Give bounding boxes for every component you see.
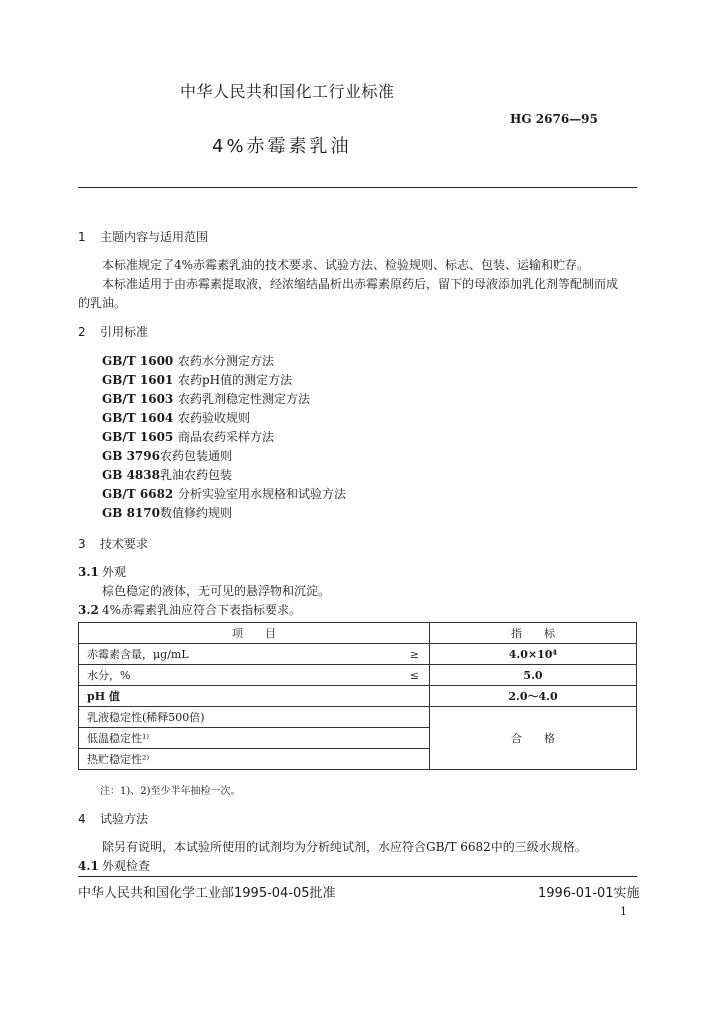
section-title: 技术要求 (100, 537, 149, 551)
header-rule (78, 187, 637, 188)
reference-item: GB/T 1605 商品农药采样方法 (102, 430, 275, 444)
appearance-text: 棕色稳定的液体，无可见的悬浮物和沉淀。 (102, 584, 331, 598)
effective-date: 1996-01-01实施 (538, 886, 640, 901)
reference-item: GB/T 1604 农药验收规则 (102, 411, 251, 425)
table-row: 热贮稳定性²⁾ (79, 749, 637, 770)
footer-rule (78, 876, 637, 877)
standard-code: HG 2676—95 (510, 112, 598, 126)
reference-item: GB 4838乳油农药包装 (102, 468, 233, 482)
reference-item: GB/T 1601 农药pH值的测定方法 (102, 373, 293, 387)
subsection-3-2-heading: 3.2 4%赤霉素乳油应符合下表指标要求。 (78, 603, 302, 617)
reference-item: GB 3796农药包装通则 (102, 449, 233, 463)
subsection-4-1-heading: 4.1 外观检查 (78, 859, 151, 873)
section-1-paragraph-1: 本标准规定了4%赤霉素乳油的技术要求、试验方法、检验规则、标志、包装、运输和贮存。 (102, 258, 590, 272)
section-number: 3 (78, 537, 86, 551)
reference-item: GB/T 1603 农药乳剂稳定性测定方法 (102, 392, 311, 406)
section-4-heading (78, 810, 148, 827)
section-number: 2 (78, 325, 86, 339)
approval-date: 中华人民共和国化学工业部1995-04-05批准 (78, 886, 336, 901)
table-note: 注：1)、2)至少半年抽检一次。 (100, 786, 241, 797)
section-1-paragraph-2-cont: 的乳油。 (78, 296, 127, 310)
section-1-paragraph-2: 本标准适用于由赤霉素提取液，经浓缩结晶析出赤霉素原药后，留下的母液添加乳化剂等配制而成 (102, 277, 619, 291)
table-header-row (79, 623, 637, 644)
reference-item: GB 8170数值修约规则 (102, 506, 233, 520)
section-title: 引用标准 (100, 325, 149, 339)
section-3-heading (78, 535, 148, 552)
table-row: 低温稳定性¹⁾ (79, 728, 637, 749)
table-row: 乳液稳定性(稀释500倍) 合 格 (79, 707, 637, 728)
document-title: 4%赤霉素乳油 (212, 136, 352, 157)
merged-value-cell: 合 格 (430, 707, 637, 770)
column-header-value: 指 标 (430, 623, 637, 644)
section-number: 4 (78, 812, 86, 826)
subsection-3-1-heading: 3.1 外观 (78, 565, 127, 579)
spec-table (78, 622, 637, 770)
section-4-paragraph: 除另有说明，本试验所使用的试剂均为分析纯试剂，水应符合GB/T 6682中的三级水规格。 (102, 840, 587, 854)
section-2-heading (78, 323, 148, 340)
section-number: 1 (78, 230, 86, 244)
page-number: 1 (620, 905, 627, 918)
reference-item: GB/T 6682 分析实验室用水规格和试验方法 (102, 487, 347, 501)
reference-item: GB/T 1600 农药水分测定方法 (102, 354, 275, 368)
table-row: pH 值 2.0～4.0 (79, 686, 637, 707)
table-row: 赤霉素含量，μg/mL ≥ 4.0×10⁴ (79, 644, 637, 665)
issuing-authority: 中华人民共和国化工行业标准 (180, 82, 395, 101)
column-header-item: 项 目 (79, 623, 430, 644)
section-title: 主题内容与适用范围 (100, 230, 209, 244)
table-row: 水分，% ≤ 5.0 (79, 665, 637, 686)
section-1-heading (78, 228, 208, 245)
section-title: 试验方法 (100, 812, 149, 826)
